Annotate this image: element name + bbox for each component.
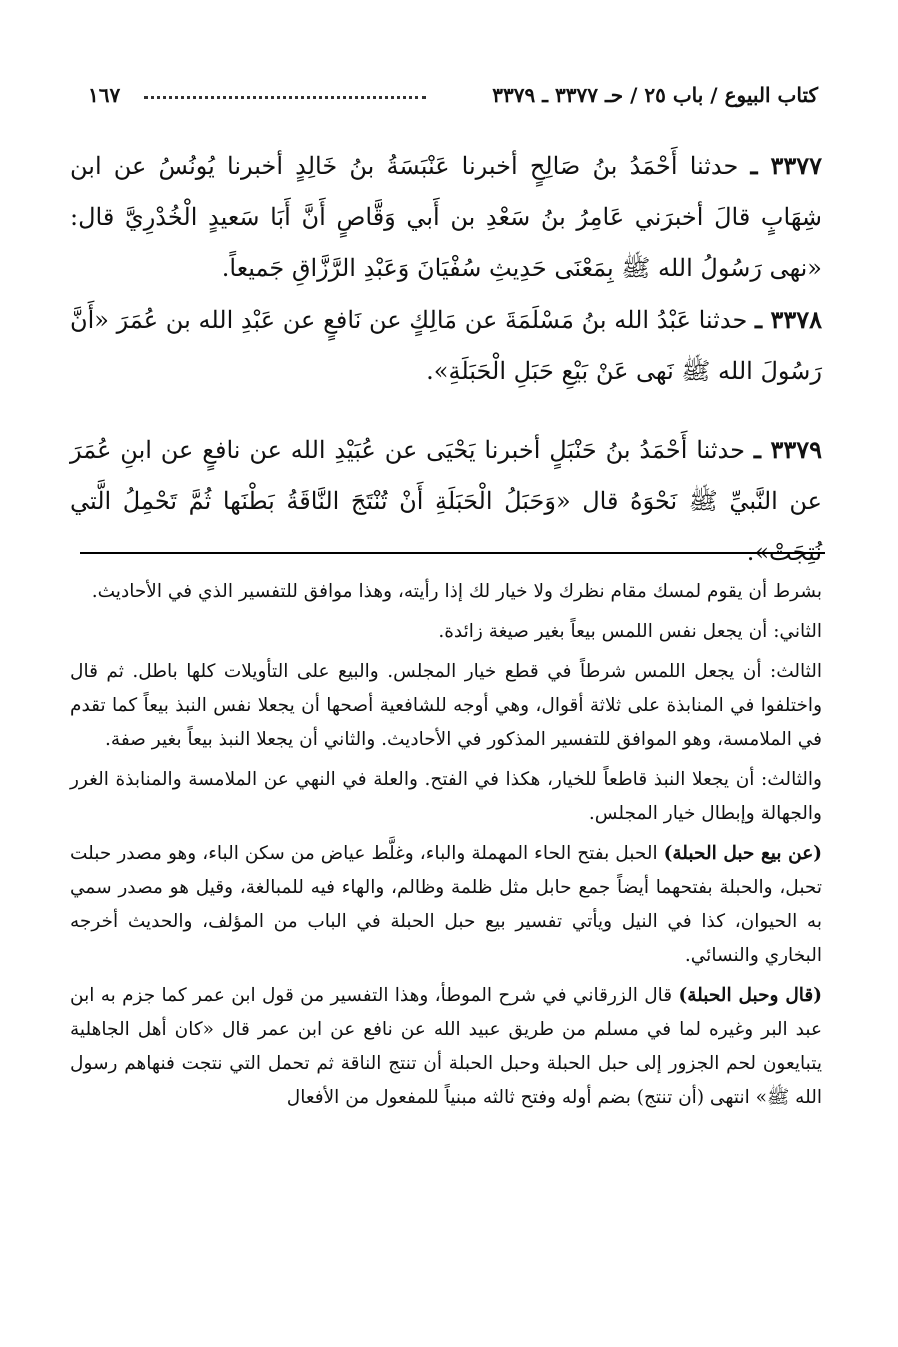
hadith-text: حدثنا أَحْمَدُ بنُ حَنْبَلٍ أخبرنا يَحْيَى عن عُبَيْدِ الله عن نافعٍ عن ابنِ عُمَرَ عن النَّبيِّ ﷺ نَحْوَهُ قال «وَحَبَلُ الْحَبَلَةِ أَنْ تُنْتَجَ النَّاقَةُ بَطْنَها ثُمَّ تَحْمِلُ الَّتي نُتِجَتْ». xyxy=(70,436,822,566)
page-number: ١٦٧ xyxy=(88,83,121,107)
commentary-text: الحبل بفتح الحاء المهملة والباء، وغلَّط عياض من سكن الباء، وهو مصدر حبلت تحبل، والحبلة بفتحهما أيضاً جمع حابل مثل ظلمة وظالم، والهاء فيه للمبالغة، وقيل هو مصدر سمي به الحيوان، كذا في النيل ويأتي تفسير بيع حبل الحبلة في الباب من المؤلف، والحديث أخرجه البخاري والنسائي. xyxy=(70,843,822,966)
commentary-text: الثالث: أن يجعل اللمس شرطاً في قطع خيار المجلس. والبيع على التأويلات كلها باطل. ثم قال واختلفوا في المنابذة على ثلاثة أقوال، وهي أوجه للشافعية أصحها أن يجعلا نفس النبذ بيعاً كما تقدم في الملامسة، وهو الموافق للتفسير المذكور في الأحاديث. والثاني أن يجعلا النبذ بيعاً بغير صفة. xyxy=(70,661,822,750)
commentary-paragraph xyxy=(70,575,822,609)
commentary-paragraph xyxy=(70,655,822,757)
hadith-3377 xyxy=(70,140,822,294)
header-title: كتاب البيوع / باب ٢٥ / حـ ٣٣٧٧ ـ ٣٣٧٩ xyxy=(492,83,818,107)
hadith-text: حدثنا عَبْدُ الله بنُ مَسْلَمَةَ عن مَالِكٍ عن نَافعٍ عن عَبْدِ الله بن عُمَرَ «أَنَّ رَسُولَ الله ﷺ نَهى عَنْ بَيْعِ حَبَلِ الْحَبَلَةِ». xyxy=(70,306,822,385)
running-header xyxy=(88,78,818,112)
commentary-paragraph xyxy=(70,979,822,1115)
commentary-paragraph xyxy=(70,763,822,831)
hadith-3379 xyxy=(70,424,822,578)
commentary-paragraph xyxy=(70,837,822,973)
hadith-3378 xyxy=(70,294,822,397)
commentary-paragraph xyxy=(70,615,822,649)
commentary-section xyxy=(70,575,822,1121)
commentary-text: بشرط أن يقوم لمسك مقام نظرك ولا خيار لك إذا رأيته، وهذا موافق للتفسير الذي في الأحاديث. xyxy=(91,581,822,602)
commentary-text: والثالث: أن يجعلا النبذ قاطعاً للخيار، هكذا في الفتح. والعلة في النهي عن الملامسة والمنابذة الغرر والجهالة وإبطال خيار المجلس. xyxy=(70,769,822,824)
hadith-number: ٣٣٧٨ ـ xyxy=(754,305,822,334)
footnote-divider xyxy=(80,552,825,554)
commentary-lemma: (قال وحبل الحبلة) xyxy=(678,985,822,1006)
header-leader-dots xyxy=(144,90,426,99)
hadith-number: ٣٣٧٩ ـ xyxy=(753,435,823,464)
hadith-text: حدثنا أَحْمَدُ بنُ صَالِحٍ أخبرنا عَنْبَسَةُ بنُ خَالِدٍ أخبرنا يُونُسُ عن ابن شِهَابٍ قالَ أخبرَني عَامِرُ بنُ سَعْدِ بن أَبي وَقَّاصٍ أَنَّ أَبَا سَعيدٍ الْخُدْرِيَّ قال: «نهى رَسُولُ الله ﷺ بِمَعْنَى حَدِيثِ سُفْيَانَ وَعَبْدِ الرَّزَّاقِ جَميعاً. xyxy=(70,152,822,282)
commentary-lemma: (عن بيع حبل الحبلة) xyxy=(663,843,822,864)
commentary-text: الثاني: أن يجعل نفس اللمس بيعاً بغير صيغة زائدة. xyxy=(438,621,822,642)
hadith-number: ٣٣٧٧ ـ xyxy=(750,151,822,180)
commentary-text: قال الزرقاني في شرح الموطأ، وهذا التفسير من قول ابن عمر كما جزم به ابن عبد البر وغيره لما في مسلم من طريق عبيد الله عن نافع عن ابن عمر قال «كان أهل الجاهلية يتبايعون لحم الجزور إلى حبل الحبلة وحبل الحبلة أن تنتج الناقة ثم تحمل التي نتجت فنهاهم رسول الله ﷺ» انتهى (أن تنتج) بضم أوله وفتح ثالثه مبنياً للمفعول من الأفعال xyxy=(70,985,822,1108)
